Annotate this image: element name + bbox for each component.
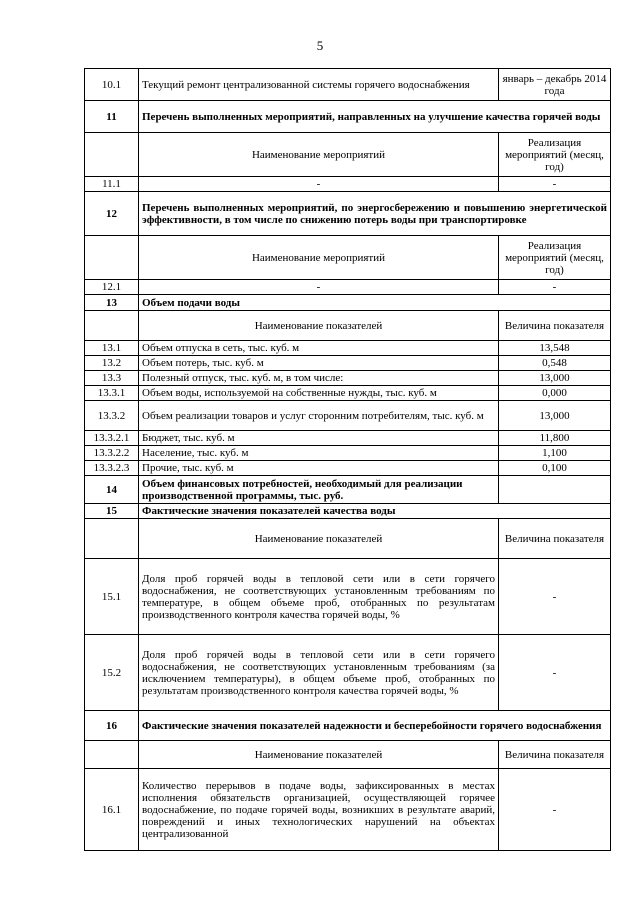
section-title: Объем финансовых потребностей, необходимый для реализации производственной программы, тыс. руб. [139,476,499,504]
row-text: Полезный отпуск, тыс. куб. м, в том числе: [139,371,499,386]
row-value: 1,100 [499,446,611,461]
table-row [85,356,611,371]
row-text: Объем потерь, тыс. куб. м [139,356,499,371]
row-value: 0,000 [499,386,611,401]
row-number: 13.3.2.2 [85,446,139,461]
row-value: 11,800 [499,431,611,446]
row-number: 11.1 [85,177,139,192]
header-row [85,741,611,769]
section-row [85,504,611,519]
section-row [85,476,611,504]
row-text: Количество перерывов в подаче воды, зафиксированных в местах исполнения обязательств организацией, осуществляющей горячее водоснабжение, по подаче горячей воды, возникших в результате аварий, повреждений и иных технологических нарушений на объектах централизованной [139,769,499,851]
row-text: Объем воды, используемой на собственные нужды, тыс. куб. м [139,386,499,401]
row-number [85,311,139,341]
table-row [85,431,611,446]
section-row [85,101,611,133]
page-number: 5 [316,38,324,53]
table-row [85,341,611,356]
row-text: Объем отпуска в сеть, тыс. куб. м [139,341,499,356]
row-value: - [499,559,611,635]
header-row [85,133,611,177]
row-text: Доля проб горячей воды в тепловой сети или в сети горячего водоснабжения, не соответствующих установленным требованиям (за исключением температуры), в общем объеме проб, отобранных по результатам производственного контроля качества горячей воды, % [139,635,499,711]
section-number: 12 [85,192,139,236]
header-name: Наименование мероприятий [139,133,499,177]
production-program-table [84,68,611,851]
row-value: - [499,769,611,851]
section-title: Перечень выполненных мероприятий, направленных на улучшение качества горячей воды [139,101,611,133]
row-number: 15.1 [85,559,139,635]
row-text: - [139,177,499,192]
row-number: 13.1 [85,341,139,356]
row-text: - [139,280,499,295]
section-number: 11 [85,101,139,133]
row-text: Население, тыс. куб. м [139,446,499,461]
row-text: Доля проб горячей воды в тепловой сети или в сети горячего водоснабжения, не соответствующих установленным требованиям по температуре, в общем объеме проб, отобранных по результатам производственного контроля качества горячей воды, % [139,559,499,635]
table-row [85,69,611,101]
row-number: 13.3 [85,371,139,386]
row-value: 0,548 [499,356,611,371]
row-number: 13.3.2.3 [85,461,139,476]
row-number: 12.1 [85,280,139,295]
header-name: Наименование показателей [139,311,499,341]
row-value: январь – декабрь 2014 года [499,69,611,101]
row-number: 13.3.2.1 [85,431,139,446]
row-value: - [499,280,611,295]
row-number: 13.3.1 [85,386,139,401]
row-text: Прочие, тыс. куб. м [139,461,499,476]
header-row [85,519,611,559]
header-row [85,311,611,341]
table-row [85,461,611,476]
header-row [85,236,611,280]
table-row [85,559,611,635]
page-bottom-margin [84,857,611,905]
section-title: Фактические значения показателей надежности и бесперебойности горячего водоснабжения [139,711,611,741]
row-number [85,236,139,280]
table-row [85,401,611,431]
row-value: 13,548 [499,341,611,356]
row-value [499,476,611,504]
row-text: Бюджет, тыс. куб. м [139,431,499,446]
row-number [85,741,139,769]
row-text: Текущий ремонт централизованной системы горячего водоснабжения [139,69,499,101]
section-row [85,192,611,236]
row-value: 0,100 [499,461,611,476]
row-number [85,519,139,559]
header-name: Наименование показателей [139,519,499,559]
table-row [85,446,611,461]
row-number: 10.1 [85,69,139,101]
header-value: Величина показателя [499,519,611,559]
table-row [85,280,611,295]
section-title: Фактические значения показателей качества воды [139,504,611,519]
section-number: 14 [85,476,139,504]
header-value: Реализация мероприятий (месяц, год) [499,133,611,177]
section-number: 16 [85,711,139,741]
header-value: Величина показателя [499,741,611,769]
row-number: 16.1 [85,769,139,851]
table-row [85,371,611,386]
header-name: Наименование мероприятий [139,236,499,280]
table-row [85,177,611,192]
section-row [85,711,611,741]
row-number: 13.3.2 [85,401,139,431]
section-title: Перечень выполненных мероприятий, по энергосбережению и повышению энергетической эффективности, в том числе по снижению потерь воды при транспортировке [139,192,611,236]
table-row [85,769,611,851]
header-value: Величина показателя [499,311,611,341]
section-number: 13 [85,295,139,311]
row-value: 13,000 [499,371,611,386]
row-value: 13,000 [499,401,611,431]
table-row [85,386,611,401]
row-text: Объем реализации товаров и услуг сторонним потребителям, тыс. куб. м [139,401,499,431]
row-number: 13.2 [85,356,139,371]
section-number: 15 [85,504,139,519]
header-name: Наименование показателей [139,741,499,769]
row-number: 15.2 [85,635,139,711]
row-number [85,133,139,177]
row-value: - [499,177,611,192]
header-value: Реализация мероприятий (месяц, год) [499,236,611,280]
row-value: - [499,635,611,711]
section-row [85,295,611,311]
table-row [85,635,611,711]
section-title: Объем подачи воды [139,295,611,311]
